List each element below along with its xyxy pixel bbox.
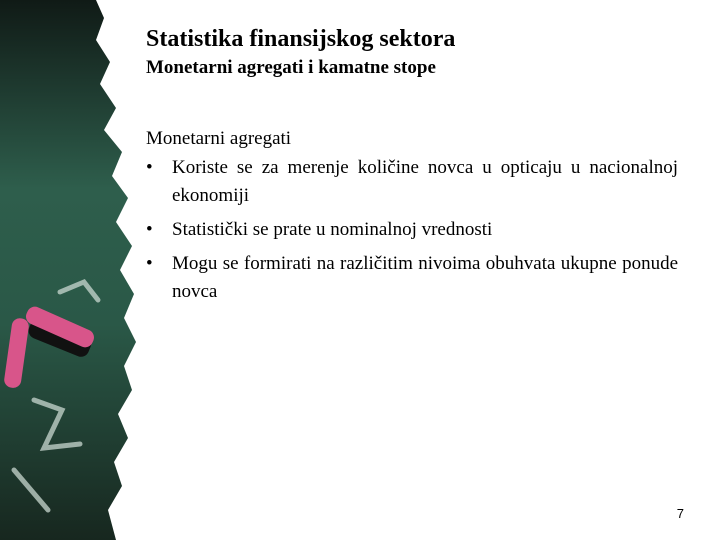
bullet-marker: • [146,157,153,179]
bullet-item [146,154,678,210]
bullet-list [146,154,678,306]
slide-body [146,125,678,306]
bullet-text: Statistički se prate u nominalnoj vrednosti [172,219,493,241]
chalkboard-decoration [0,0,140,540]
slide-subtitle: Monetarni agregati i kamatne stope [146,56,436,78]
bullet-item [146,250,678,306]
section-heading: Monetarni agregati [146,128,292,150]
chalkboard-surface [0,0,136,540]
bullet-text: Mogu se formirati na različitim nivoima obuhvata ukupne ponude novca [172,253,678,303]
bullet-item [146,216,678,244]
slide-content [146,26,678,312]
slide-title: Statistika finansijskog sektora [146,26,456,52]
page-number: 7 [676,506,684,521]
bullet-marker: • [146,219,153,241]
bullet-marker: • [146,253,153,275]
bullet-text: Koriste se za merenje količine novca u opticaju u nacionalnoj ekonomiji [172,157,678,207]
